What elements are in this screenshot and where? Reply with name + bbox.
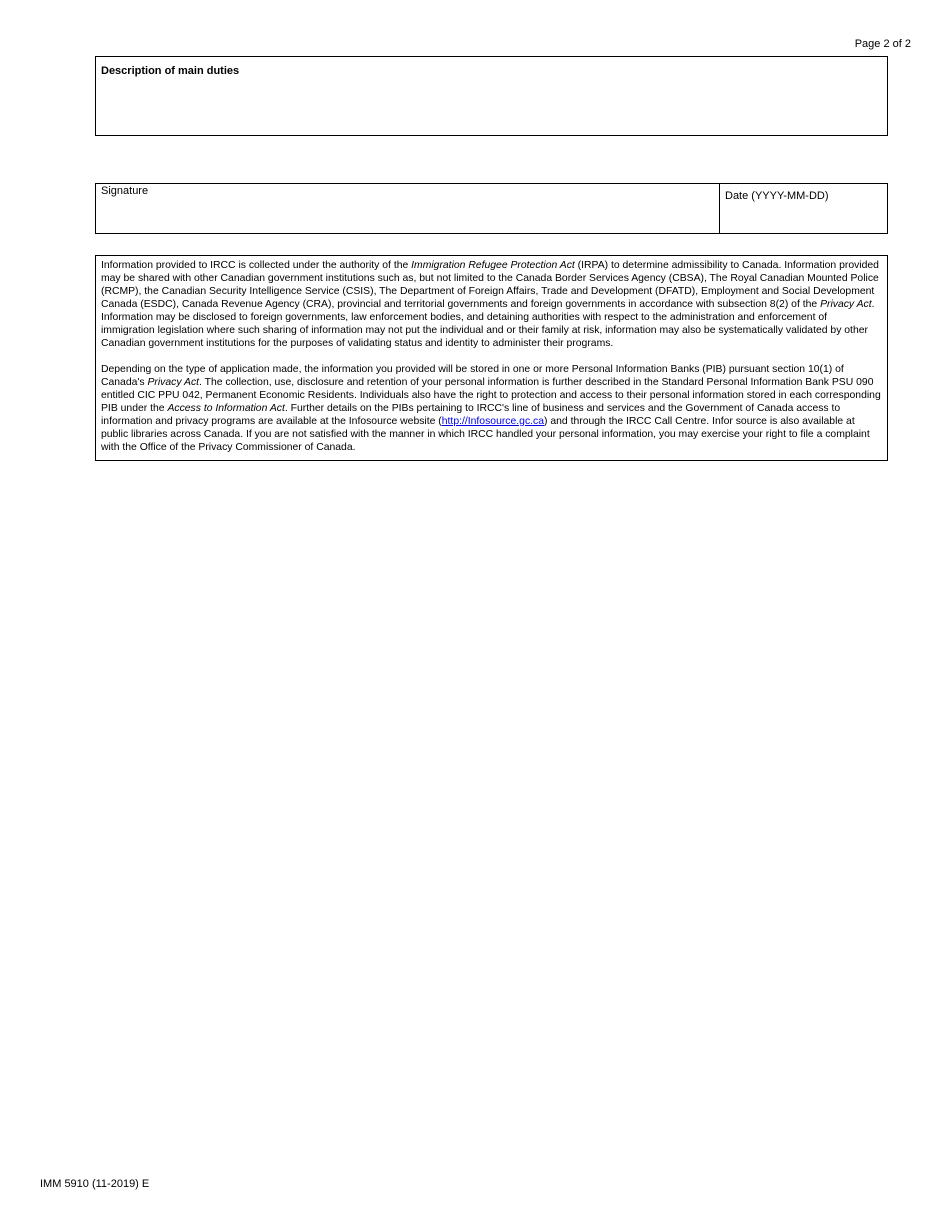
act-name: Privacy Act	[147, 377, 200, 388]
date-field[interactable]	[720, 184, 887, 233]
privacy-text: . Further details on the PIBs pertaining to IRCC's line of business and services and the Government of Canada access to information and privacy programs are available at the Infosource website (	[101, 403, 841, 427]
privacy-paragraph-1	[101, 259, 882, 350]
act-name: Access to Information Act	[167, 403, 285, 414]
form-code: IMM 5910 (11-2019) E	[40, 1178, 150, 1190]
privacy-paragraph-2	[101, 363, 882, 454]
privacy-text: ) and through the IRCC Call Centre. Infor source is also available at public libraries across Canada. If you are not satisfied with the manner in which IRCC handled your personal information, you may exercise your right to file a complaint with the Office of the Privacy Commissioner of Canada.	[101, 416, 870, 453]
page-number: Page 2 of 2	[854, 38, 911, 50]
act-name: Privacy Act	[820, 299, 872, 310]
signature-date-row	[95, 183, 888, 234]
date-label: Date (YYYY-MM-DD)	[725, 190, 829, 202]
privacy-text: (IRPA) to determine admissibility to Canada. Information provided may be shared with other Canadian government institutions such as, but not limited to the Canada Border Services Agency (CBSA), The Royal Canadian Mounted Police (RCMP), the Canadian Security Intelligence Service (CSIS), The Department of Foreign Affairs, Trade and Development (DFATD), Employment and Social Development Canada (ESDC), Canada Revenue Agency (CRA), provincial and territorial governments and foreign governments in accordance with subsection 8(2) of the	[101, 260, 879, 310]
privacy-text: Information provided to IRCC is collected under the authority of the	[101, 260, 412, 271]
privacy-text: . The collection, use, disclosure and retention of your personal information is further described in the Standard Personal Information Bank PSU 090 entitled CIC PPU 042, Permanent Economic Residents. Individuals also have the right to protection and access to their personal information stored in each corresponding PIB under the	[101, 377, 881, 414]
privacy-text: Depending on the type of application made, the information you provided will be stored in one or more Personal Information Banks (PIB) pursuant section 10(1) of Canada's	[101, 364, 844, 388]
infosource-link[interactable]: http://Infosource.gc.ca	[441, 416, 544, 427]
main-duties-label: Description of main duties	[101, 65, 240, 77]
privacy-notice	[95, 255, 888, 461]
main-duties-field[interactable]	[95, 56, 888, 136]
act-name: Immigration Refugee Protection Act	[411, 260, 575, 271]
signature-label: Signature	[101, 185, 149, 197]
privacy-text: . Information may be disclosed to foreign governments, law enforcement bodies, and detaining authorities with respect to the administration and enforcement of immigration legislation where such sharing of information may not put the individual and or their family at risk, information may also be systematically validated by other Canadian government institutions for the purposes of validating status and identity to administer their programs.	[101, 299, 875, 349]
signature-field[interactable]	[96, 184, 720, 233]
